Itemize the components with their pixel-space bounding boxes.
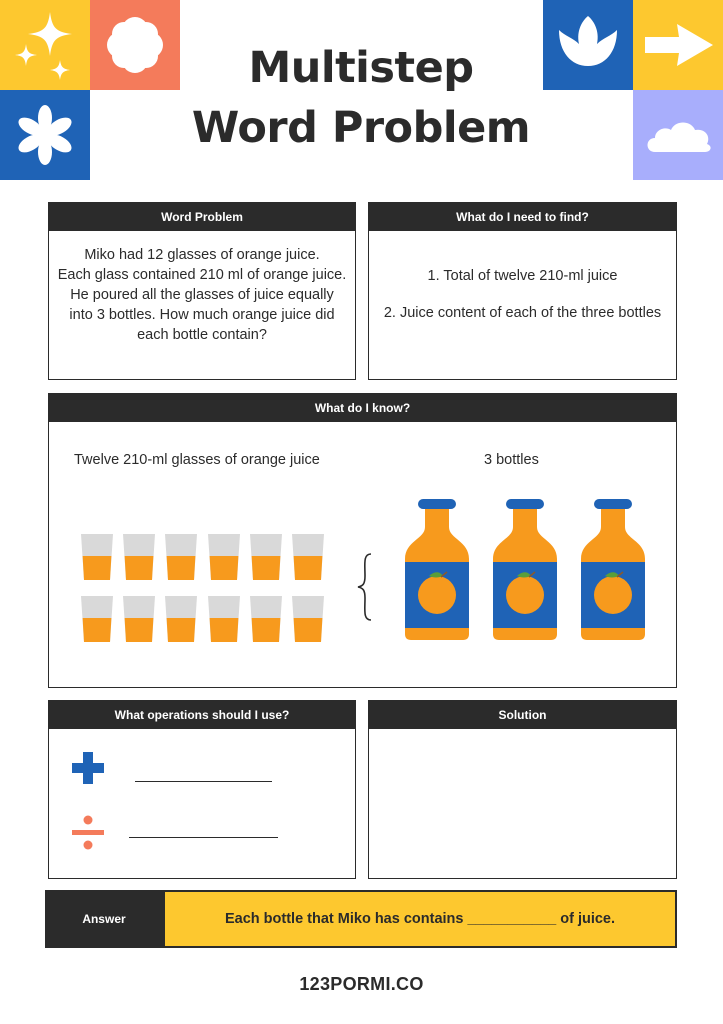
title-line-1: Multistep [248, 43, 474, 93]
glasses-label: Twelve 210-ml glasses of orange juice [74, 452, 320, 468]
title-line-2: Word Problem [191, 103, 531, 153]
curly-brace-icon [355, 552, 375, 622]
cloud-icon [633, 90, 723, 180]
page-title [180, 38, 542, 158]
find-item-1: 1. Total of twelve 210-ml juice [427, 268, 618, 284]
footer-brand: 123PORMI.CO [299, 974, 424, 994]
find-list [369, 231, 676, 323]
asterisk-flower-icon [0, 90, 90, 180]
bottles-label: 3 bottles [484, 452, 539, 468]
orange-juice-glass-icon [292, 596, 324, 642]
orange-juice-glass-icon [250, 534, 282, 580]
orange-juice-glass-icon [208, 596, 240, 642]
solution-heading: Solution [369, 701, 676, 729]
orange-juice-glass-icon [81, 596, 113, 642]
problem-line-3: He poured all the glasses of juice equally into 3 bottles. How much orange juice did each bottle contain? [69, 287, 335, 343]
flower-icon [90, 0, 180, 90]
orange-juice-bottle-icon [491, 497, 559, 642]
orange-juice-glass-icon [165, 534, 197, 580]
know-panel [48, 393, 677, 688]
orange-juice-bottle-icon [403, 497, 471, 642]
divide-answer-line [129, 837, 278, 838]
arrow-right-icon [633, 0, 723, 90]
orange-juice-glass-icon [123, 534, 155, 580]
solution-panel [368, 700, 677, 879]
word-problem-panel [48, 202, 356, 380]
problem-line-1: Miko had 12 glasses of orange juice. [84, 247, 320, 263]
orange-juice-glass-icon [292, 534, 324, 580]
plus-icon [70, 750, 106, 786]
orange-juice-glass-icon [165, 596, 197, 642]
answer-sentence[interactable]: Each bottle that Miko has contains ___________ of juice. [165, 892, 675, 946]
divide-icon [70, 815, 106, 851]
orange-juice-bottle-icon [579, 497, 647, 642]
operations-panel [48, 700, 356, 879]
word-problem-heading: Word Problem [49, 203, 355, 231]
know-heading: What do I know? [49, 394, 676, 422]
plus-answer-line [135, 781, 272, 782]
sparkle-icon [0, 0, 90, 90]
problem-line-2: Each glass contained 210 ml of orange juice. [57, 267, 347, 283]
lotus-icon [543, 0, 633, 90]
word-problem-text [49, 231, 355, 345]
find-panel [368, 202, 677, 380]
solution-area[interactable] [369, 729, 676, 878]
answer-bar [45, 890, 677, 948]
operations-heading: What operations should I use? [49, 701, 355, 729]
find-item-2: 2. Juice content of each of the three bottles [383, 305, 662, 321]
orange-juice-glass-icon [250, 596, 282, 642]
answer-label: Answer [82, 912, 126, 926]
orange-juice-glass-icon [208, 534, 240, 580]
orange-juice-glass-icon [123, 596, 155, 642]
orange-juice-glass-icon [81, 534, 113, 580]
find-heading: What do I need to find? [369, 203, 676, 231]
